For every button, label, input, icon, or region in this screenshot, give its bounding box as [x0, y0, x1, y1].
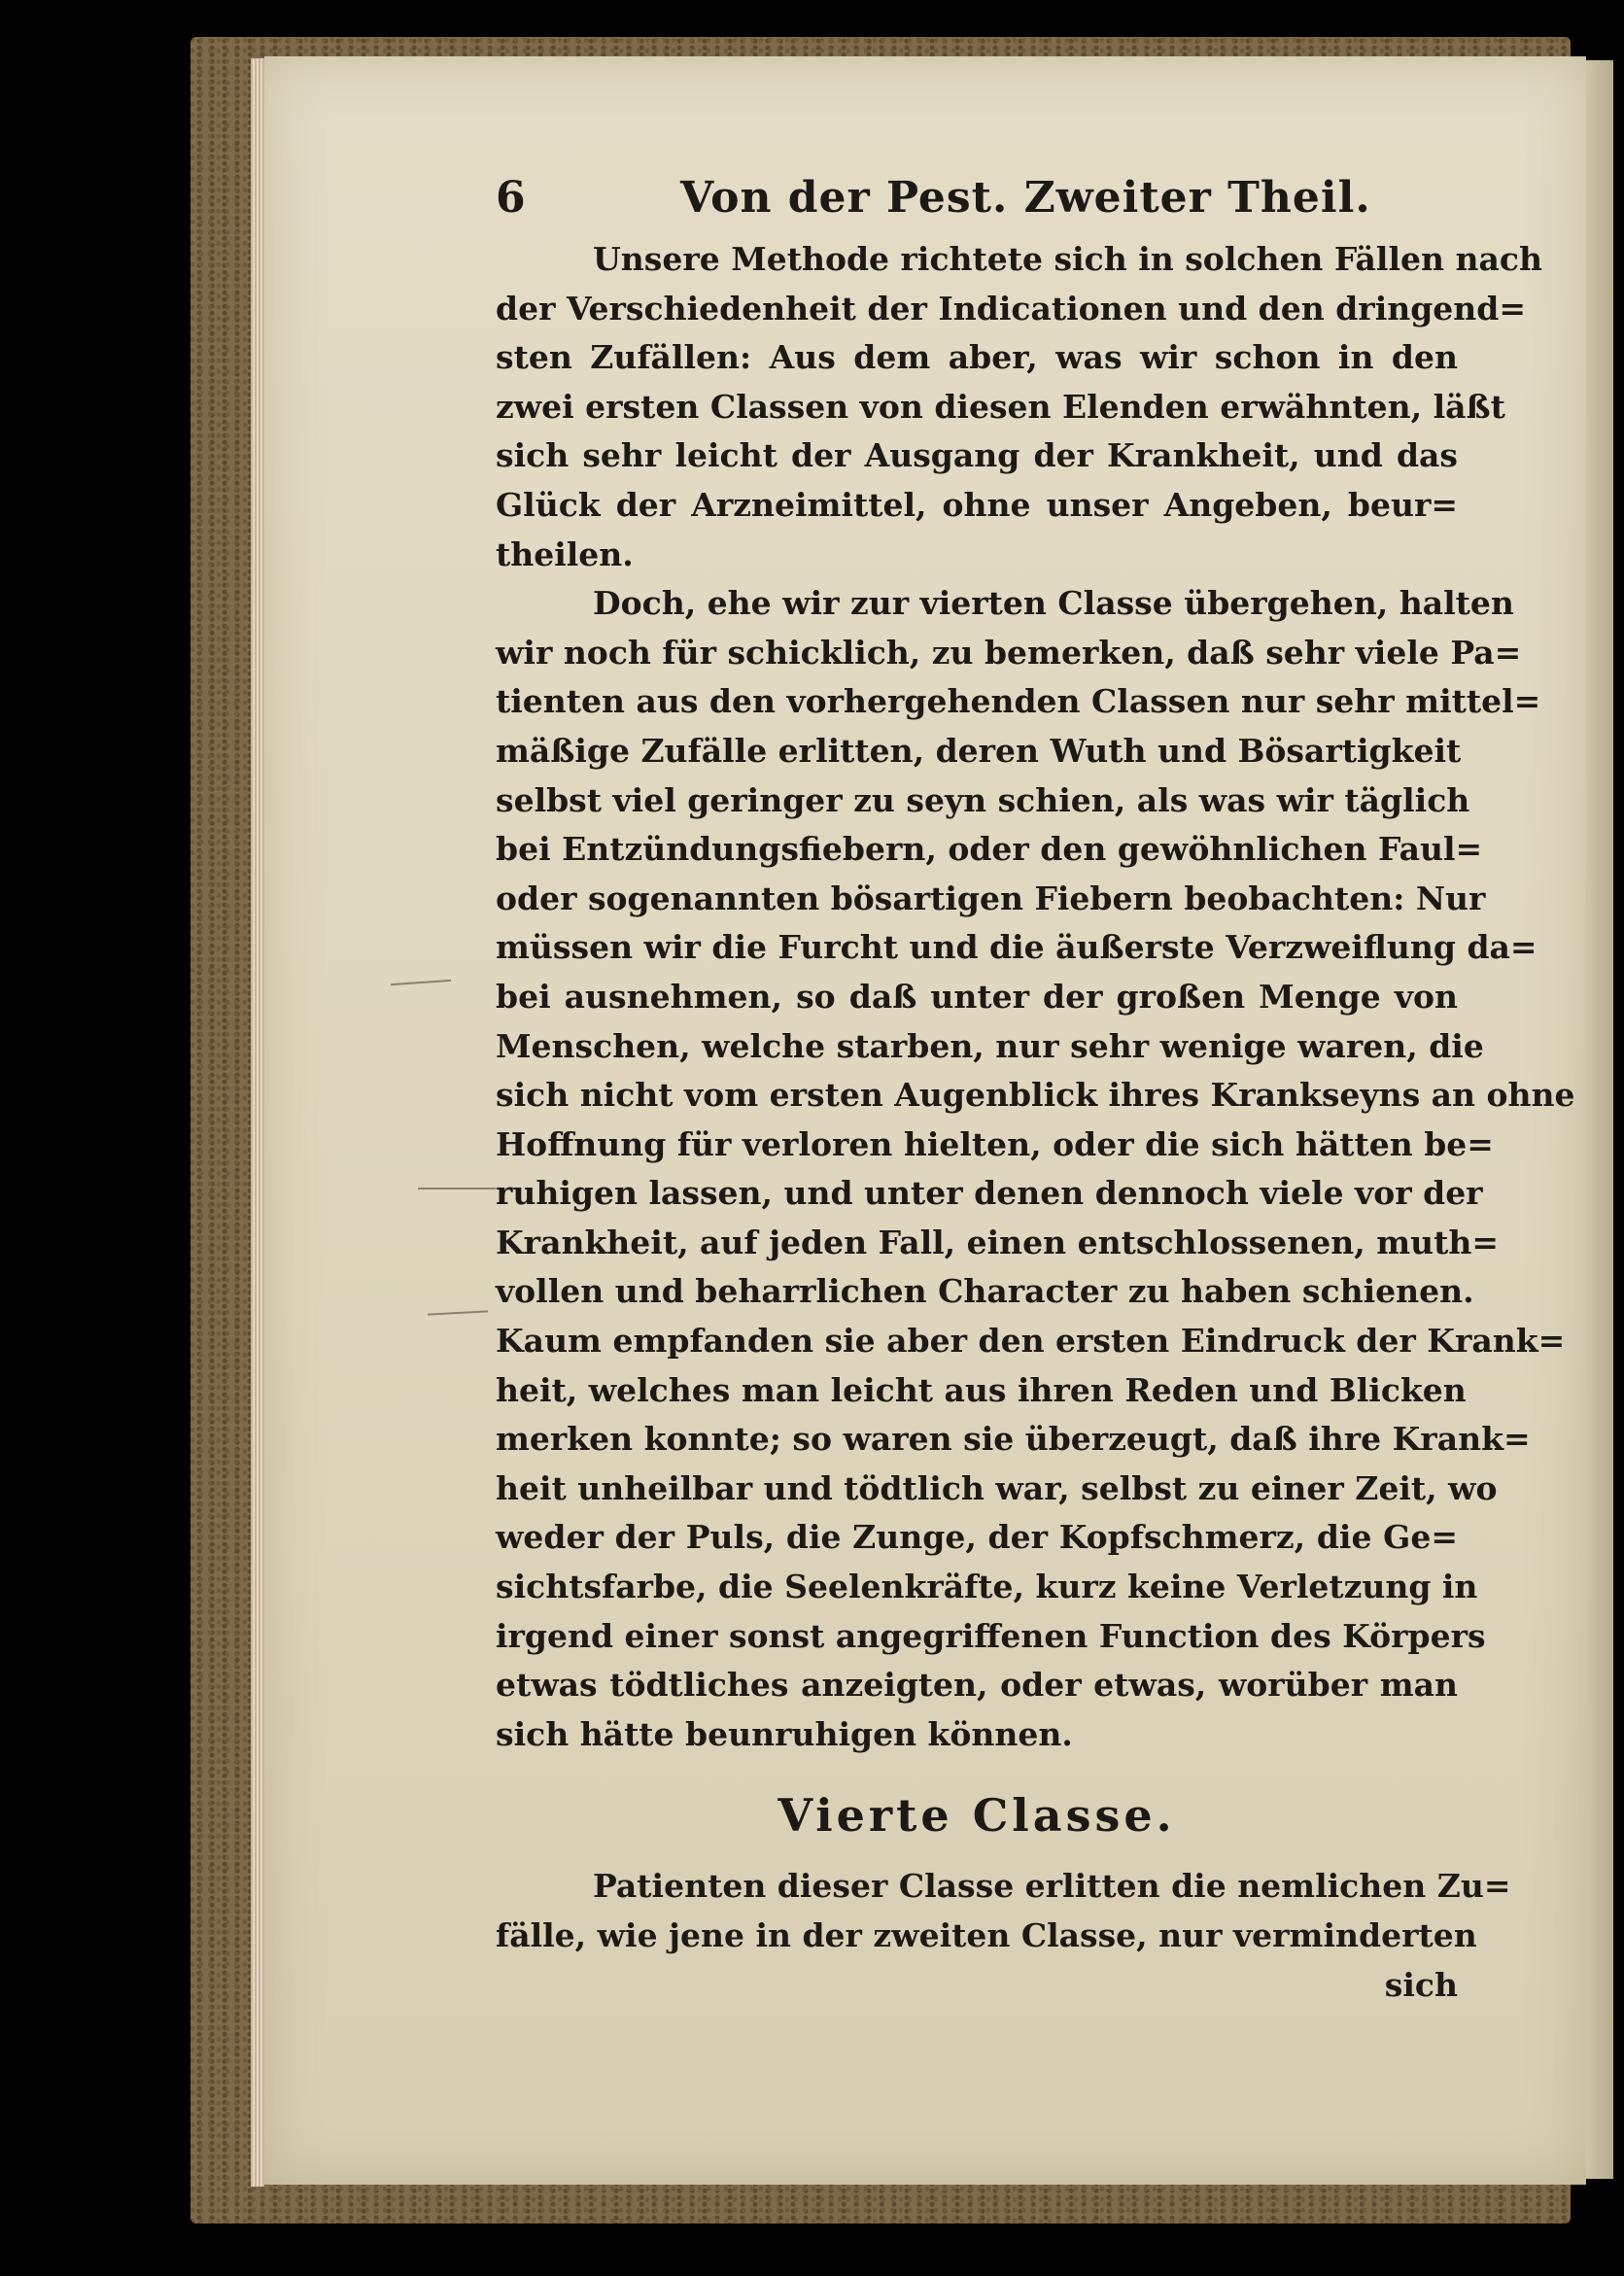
running-title: Von der Pest. Zweiter Theil.	[680, 173, 1371, 223]
page-fold-shadow	[1586, 60, 1613, 2179]
text-line: Unsere Methode richtete sich in solchen Fällen nach	[593, 240, 1542, 278]
text-block	[496, 165, 1575, 2010]
text-line: fälle, wie jene in der zweiten Classe, nur verminderten	[496, 1916, 1477, 1954]
text-line: selbst viel geringer zu seyn schien, als was wir täglich	[496, 780, 1470, 819]
section-heading: Vierte Classe.	[777, 1789, 1176, 1843]
text-line: oder sogenannten bösartigen Fiebern beobachten: Nur	[496, 879, 1486, 917]
text-line: weder der Puls, die Zunge, der Kopfschmerz, die Ge=	[496, 1518, 1458, 1557]
text-line: irgend einer sonst angegriffenen Function des Körpers	[496, 1616, 1486, 1655]
margin-mark	[418, 1188, 496, 1190]
text-line: Glück der Arzneimittel, ohne unser Angeben, beur=	[496, 485, 1458, 524]
text-line: sich nicht vom ersten Augenblick ihres Krankseyns an ohne	[496, 1076, 1575, 1115]
text-line: sichtsfarbe, die Seelenkräfte, kurz keine Verletzung in	[496, 1568, 1478, 1606]
text-line: wir noch für schicklich, zu bemerken, daß sehr viele Pa=	[496, 633, 1522, 672]
text-line: mäßige Zufälle erlitten, deren Wuth und Bösartigkeit	[496, 731, 1462, 770]
text-line: sich hätte beunruhigen können.	[496, 1714, 1073, 1753]
text-line: der Verschiedenheit der Indicationen und den dringend=	[496, 289, 1527, 328]
text-line: bei Entzündungsfiebern, oder den gewöhnlichen Faul=	[496, 830, 1483, 869]
text-line: heit unheilbar und tödtlich war, selbst zu einer Zeit, wo	[496, 1468, 1498, 1507]
text-line: müssen wir die Furcht und die äußerste Verzweiflung da=	[496, 928, 1538, 967]
text-line: ruhigen lassen, und unter denen dennoch viele vor der	[496, 1174, 1483, 1213]
running-head	[496, 165, 1458, 235]
text-line: Menschen, welche starben, nur sehr wenige waren, die	[496, 1026, 1484, 1065]
text-line: vollen und beharrlichen Character zu haben schienen.	[496, 1272, 1474, 1311]
text-line: Krankheit, auf jeden Fall, einen entschlossenen, muth=	[496, 1223, 1500, 1261]
text-line: Hoffnung für verloren hielten, oder die sich hätten be=	[496, 1124, 1494, 1163]
text-line: merken konnte; so waren sie überzeugt, daß ihre Krank=	[496, 1420, 1531, 1459]
text-line: zwei ersten Classen von diesen Elenden erwähnten, läßt	[496, 387, 1505, 426]
text-line: sten Zufällen: Aus dem aber, was wir schon in den	[496, 338, 1458, 377]
text-line: heit, welches man leicht aus ihren Reden und Blicken	[496, 1370, 1467, 1409]
page-number: 6	[496, 173, 526, 223]
text-line: theilen.	[496, 535, 634, 573]
text-line: Kaum empfanden sie aber den ersten Eindruck der Krank=	[496, 1322, 1566, 1361]
text-line: etwas tödtliches anzeigten, oder etwas, worüber man	[496, 1666, 1458, 1705]
page-edges	[251, 58, 264, 2187]
text-line: bei ausnehmen, so daß unter der großen Menge von	[496, 977, 1458, 1016]
text-line: Doch, ehe wir zur vierten Classe übergehen, halten	[593, 584, 1514, 623]
text-line: tienten aus den vorhergehenden Classen nur sehr mittel=	[496, 682, 1541, 721]
text-line: Patienten dieser Classe erlitten die nemlichen Zu=	[593, 1867, 1511, 1906]
catchword: sich	[1384, 1965, 1458, 2004]
text-line: sich sehr leicht der Ausgang der Krankheit, und das	[496, 436, 1458, 475]
body-text	[496, 235, 1575, 2010]
